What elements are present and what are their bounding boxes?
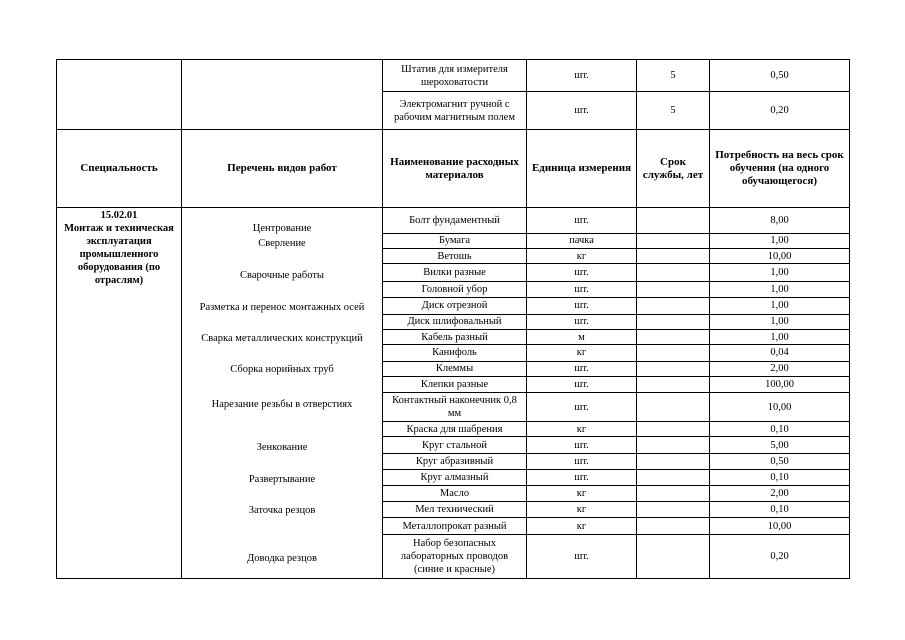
life-cell (637, 264, 710, 281)
life-cell (637, 233, 710, 248)
need-cell: 1,00 (710, 281, 850, 297)
need-cell: 10,00 (710, 518, 850, 534)
unit-cell: м (527, 329, 637, 344)
empty-cell (57, 60, 182, 130)
need-cell: 0,50 (710, 453, 850, 469)
specialty-name: Монтаж и техническая эксплуатация промышленного оборудования (по отраслям) (64, 223, 174, 286)
need-cell: 5,00 (710, 437, 850, 453)
table-row (57, 208, 850, 234)
specialty-cell (57, 208, 182, 579)
life-cell (637, 393, 710, 422)
header-row (57, 130, 850, 208)
life-cell (637, 437, 710, 453)
material-cell: Диск шлифовальный (383, 314, 527, 329)
material-cell: Контактный наконечник 0,8 мм (383, 393, 527, 422)
material-cell: Болт фундаментный (383, 208, 527, 234)
material-cell: Вилки разные (383, 264, 527, 281)
life-cell (637, 208, 710, 234)
life-cell (637, 377, 710, 393)
need-cell: 0,04 (710, 345, 850, 361)
material-cell: Клепки разные (383, 377, 527, 393)
unit-cell: шт. (527, 393, 637, 422)
need-cell: 0,20 (710, 92, 850, 130)
header-specialty: Специальность (57, 130, 182, 208)
work-item: Зенкование (256, 442, 308, 453)
need-cell: 1,00 (710, 298, 850, 314)
material-cell: Круг абразивный (383, 453, 527, 469)
life-cell (637, 361, 710, 376)
need-cell: 1,00 (710, 329, 850, 344)
material-cell: Масло (383, 485, 527, 501)
life-cell (637, 298, 710, 314)
need-cell: 0,10 (710, 501, 850, 517)
material-cell: Бумага (383, 233, 527, 248)
unit-cell: кг (527, 345, 637, 361)
unit-cell: шт. (527, 208, 637, 234)
material-cell: Круг алмазный (383, 470, 527, 485)
material-cell: Металлопрокат разный (383, 518, 527, 534)
header-works: Перечень видов работ (182, 130, 383, 208)
work-item: Сварочные работы (240, 270, 324, 281)
specialty-code: 15.02.01 (100, 210, 138, 221)
material-cell: Головной убор (383, 281, 527, 297)
work-item: Нарезание резьбы в отверстиях (211, 399, 353, 410)
material-cell: Диск отрезной (383, 298, 527, 314)
unit-cell: шт. (527, 534, 637, 578)
material-cell: Мел технический (383, 501, 527, 517)
unit-cell: кг (527, 248, 637, 263)
material-cell: Канифоль (383, 345, 527, 361)
materials-table (56, 59, 850, 579)
life-cell (637, 329, 710, 344)
unit-cell: кг (527, 422, 637, 437)
header-life: Срок службы, лет (637, 130, 710, 208)
material-cell: Кабель разный (383, 329, 527, 344)
material-cell: Круг стальной (383, 437, 527, 453)
life-cell (637, 534, 710, 578)
unit-cell: кг (527, 501, 637, 517)
need-cell: 2,00 (710, 361, 850, 376)
work-item: Доводка резцов (247, 553, 317, 564)
need-cell: 10,00 (710, 393, 850, 422)
unit-cell: шт. (527, 361, 637, 376)
work-item: Сверление (258, 238, 306, 249)
life-cell (637, 453, 710, 469)
life-cell: 5 (637, 60, 710, 92)
life-cell (637, 248, 710, 263)
works-cell (182, 208, 383, 579)
unit-cell: шт. (527, 377, 637, 393)
header-material: Наименование расходных материалов (383, 130, 527, 208)
unit-cell: кг (527, 485, 637, 501)
unit-cell: шт. (527, 453, 637, 469)
need-cell: 1,00 (710, 264, 850, 281)
header-need: Потребность на весь срок обучения (на одного обучающегося) (710, 130, 850, 208)
work-item: Развертывание (248, 474, 316, 485)
need-cell: 0,10 (710, 422, 850, 437)
need-cell: 8,00 (710, 208, 850, 234)
work-item: Разметка и перенос монтажных осей (199, 302, 365, 313)
work-item: Сборка норийных труб (230, 364, 334, 375)
need-cell: 2,00 (710, 485, 850, 501)
life-cell (637, 422, 710, 437)
life-cell (637, 485, 710, 501)
unit-cell: шт. (527, 470, 637, 485)
life-cell (637, 501, 710, 517)
life-cell (637, 281, 710, 297)
material-cell: Штатив для измерителя шероховатости (383, 60, 527, 92)
work-item: Сварка металлических конструкций (201, 333, 363, 344)
need-cell: 1,00 (710, 233, 850, 248)
material-cell: Электромагнит ручной с рабочим магнитным полем (383, 92, 527, 130)
need-cell: 10,00 (710, 248, 850, 263)
need-cell: 0,20 (710, 534, 850, 578)
empty-cell (182, 60, 383, 130)
need-cell: 0,10 (710, 470, 850, 485)
unit-cell: шт. (527, 92, 637, 130)
work-item: Центрование (252, 223, 312, 234)
material-cell: Набор безопасных лабораторных проводов (синие и красные) (383, 534, 527, 578)
life-cell (637, 314, 710, 329)
unit-cell: шт. (527, 314, 637, 329)
material-cell: Клеммы (383, 361, 527, 376)
unit-cell: шт. (527, 437, 637, 453)
material-cell: Ветошь (383, 248, 527, 263)
need-cell: 0,50 (710, 60, 850, 92)
unit-cell: шт. (527, 60, 637, 92)
header-unit: Единица измерения (527, 130, 637, 208)
life-cell: 5 (637, 92, 710, 130)
unit-cell: шт. (527, 264, 637, 281)
material-cell: Краска для шабрения (383, 422, 527, 437)
unit-cell: шт. (527, 298, 637, 314)
life-cell (637, 470, 710, 485)
unit-cell: кг (527, 518, 637, 534)
life-cell (637, 518, 710, 534)
need-cell: 1,00 (710, 314, 850, 329)
work-item: Заточка резцов (248, 505, 316, 516)
unit-cell: шт. (527, 281, 637, 297)
life-cell (637, 345, 710, 361)
table-row (57, 60, 850, 92)
unit-cell: пачка (527, 233, 637, 248)
need-cell: 100,00 (710, 377, 850, 393)
